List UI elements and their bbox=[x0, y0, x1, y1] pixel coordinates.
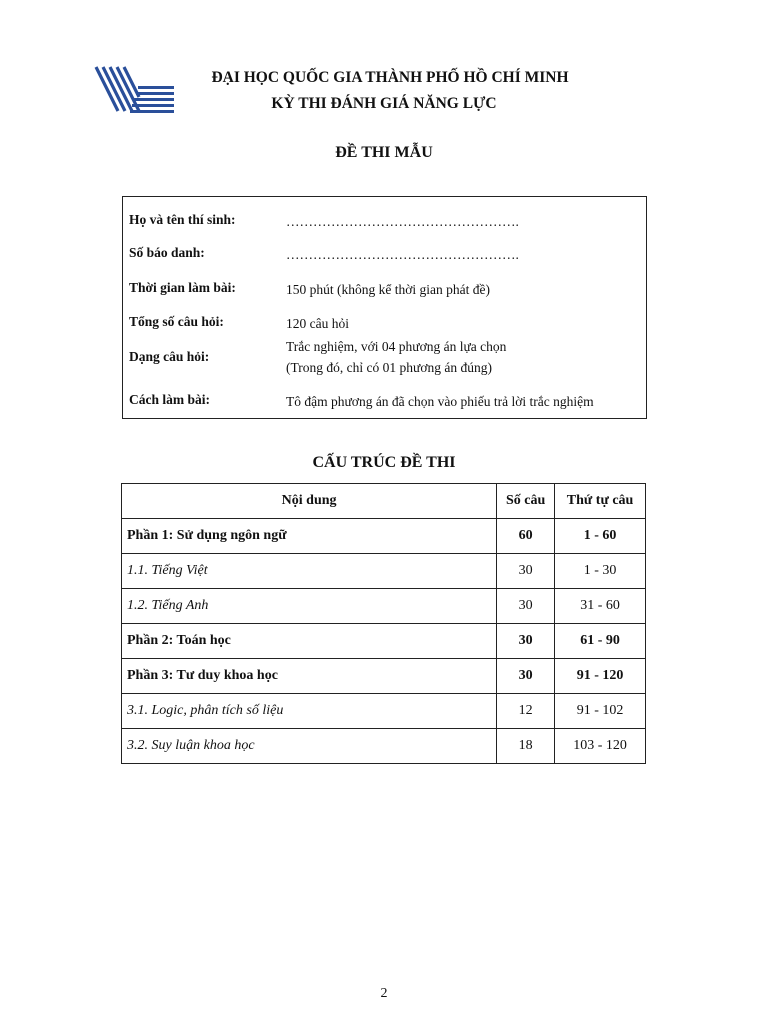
row-count: 60 bbox=[497, 519, 555, 554]
info-label: Tổng số câu hỏi: bbox=[129, 314, 224, 329]
info-value: ……………………………………………. bbox=[286, 247, 519, 262]
info-value-note: (Trong đó, chỉ có 01 phương án đúng) bbox=[286, 360, 492, 375]
row-count: 30 bbox=[497, 589, 555, 624]
table-row bbox=[122, 589, 646, 624]
table-row bbox=[122, 554, 646, 589]
row-content: Phần 2: Toán học bbox=[122, 624, 497, 659]
row-count: 30 bbox=[497, 554, 555, 589]
exam-structure-table bbox=[121, 483, 646, 764]
info-label: Họ và tên thí sinh: bbox=[129, 212, 236, 227]
info-label: Thời gian làm bài: bbox=[129, 280, 236, 295]
info-value: Trắc nghiệm, với 04 phương án lựa chọn bbox=[286, 339, 507, 354]
info-value: ……………………………………………. bbox=[286, 214, 519, 229]
structure-title: CẤU TRÚC ĐỀ THI bbox=[312, 454, 456, 471]
table-row bbox=[122, 519, 646, 554]
table-row bbox=[122, 624, 646, 659]
exam-info-box bbox=[122, 196, 647, 419]
row-count: 30 bbox=[497, 659, 555, 694]
page-title: ĐỀ THI MẪU bbox=[335, 144, 433, 161]
info-value: Tô đậm phương án đã chọn vào phiếu trả lời trắc nghiệm bbox=[286, 394, 594, 409]
row-count: 12 bbox=[497, 694, 555, 729]
header-university-name: ĐẠI HỌC QUỐC GIA THÀNH PHỐ HỒ CHÍ MINH bbox=[211, 69, 569, 86]
row-content: 3.2. Suy luận khoa học bbox=[122, 729, 497, 764]
row-order: 1 - 30 bbox=[555, 554, 646, 589]
header-exam-name: KỲ THI ĐÁNH GIÁ NĂNG LỰC bbox=[271, 95, 497, 112]
info-label: Cách làm bài: bbox=[129, 392, 210, 407]
row-order: 31 - 60 bbox=[555, 589, 646, 624]
page-number: 2 bbox=[380, 986, 388, 1001]
row-order: 91 - 102 bbox=[555, 694, 646, 729]
row-content: 3.1. Logic, phân tích số liệu bbox=[122, 694, 497, 729]
row-content: Phần 1: Sử dụng ngôn ngữ bbox=[122, 519, 497, 554]
info-value: 120 câu hỏi bbox=[286, 316, 349, 331]
row-order: 91 - 120 bbox=[555, 659, 646, 694]
column-header-content: Nội dung bbox=[122, 484, 497, 519]
row-order: 61 - 90 bbox=[555, 624, 646, 659]
table-row bbox=[122, 694, 646, 729]
table-row bbox=[122, 659, 646, 694]
column-header-count: Số câu bbox=[497, 484, 555, 519]
info-label: Số báo danh: bbox=[129, 245, 205, 260]
table-header-row bbox=[122, 484, 646, 519]
row-content: Phần 3: Tư duy khoa học bbox=[122, 659, 497, 694]
column-header-order: Thứ tự câu bbox=[555, 484, 646, 519]
row-order: 103 - 120 bbox=[555, 729, 646, 764]
info-value: 150 phút (không kể thời gian phát đề) bbox=[286, 282, 490, 297]
info-label: Dạng câu hỏi: bbox=[129, 349, 210, 364]
row-content: 1.1. Tiếng Việt bbox=[122, 554, 497, 589]
row-count: 30 bbox=[497, 624, 555, 659]
row-content: 1.2. Tiếng Anh bbox=[122, 589, 497, 624]
row-count: 18 bbox=[497, 729, 555, 764]
table-row bbox=[122, 729, 646, 764]
row-order: 1 - 60 bbox=[555, 519, 646, 554]
